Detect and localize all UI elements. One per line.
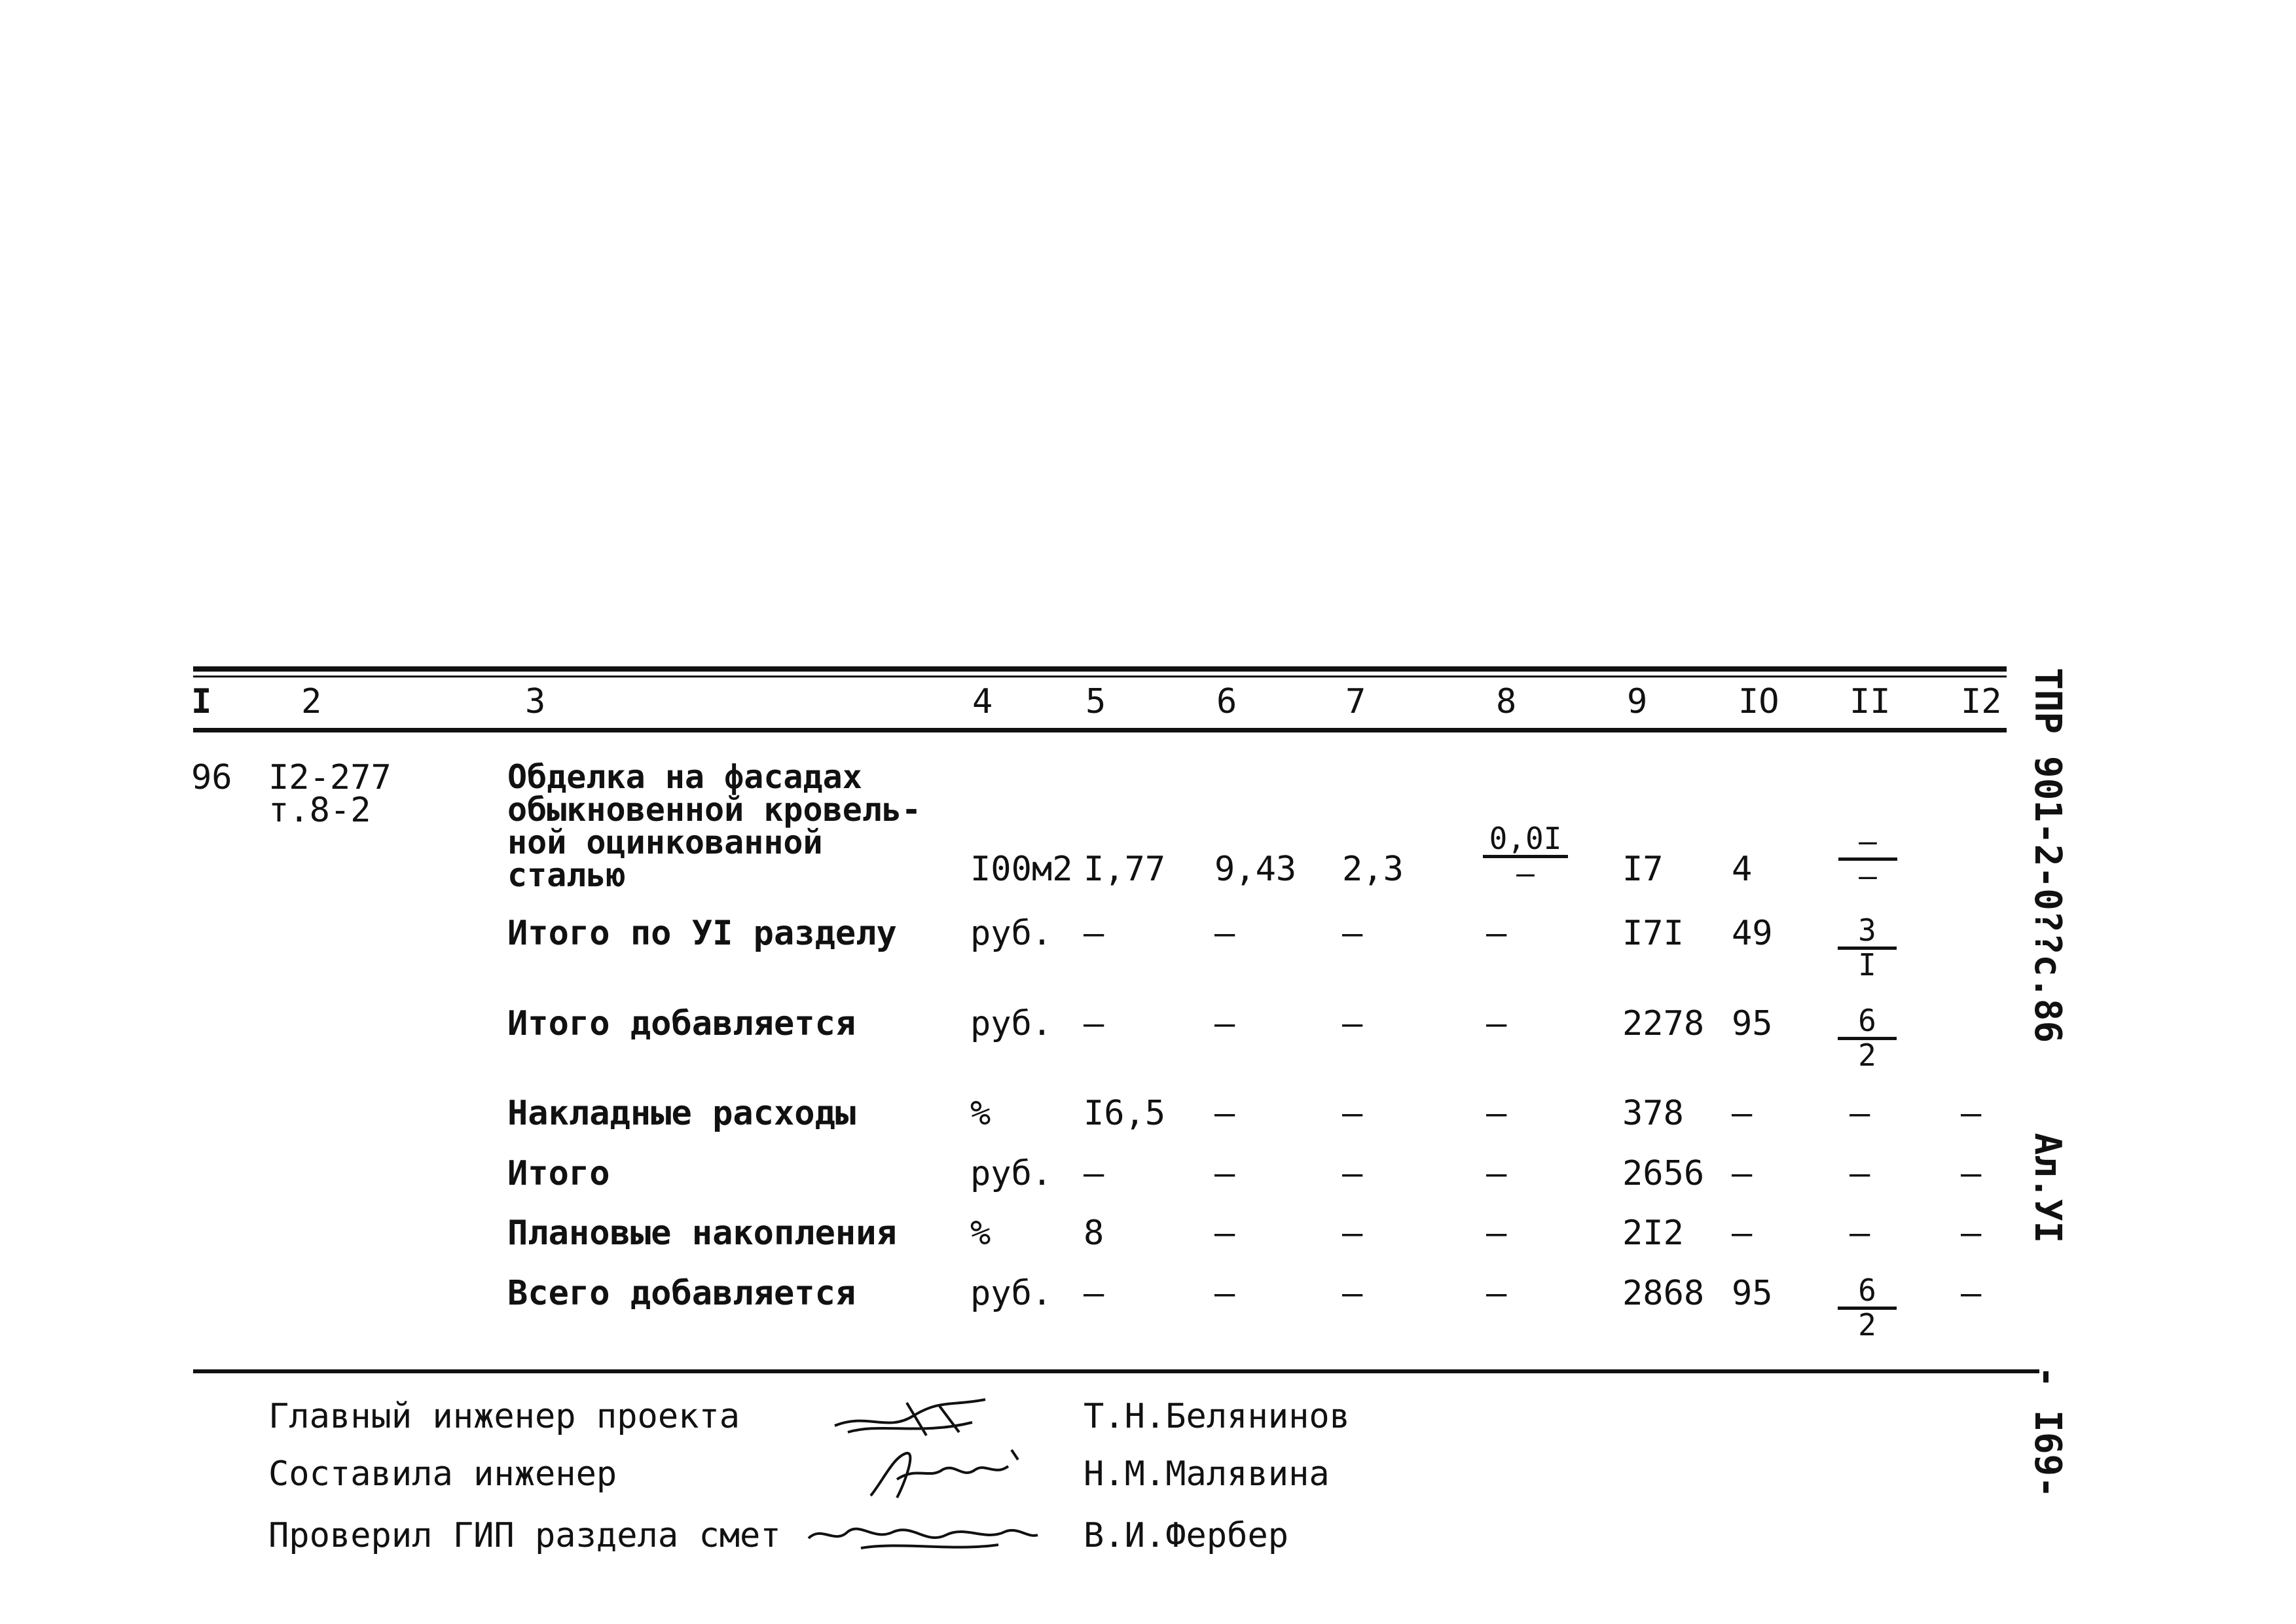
cell-c11-fraction-top: 3 [1838, 915, 1897, 950]
cell-c8: – [1486, 1274, 1507, 1313]
cell-c10: – [1732, 1094, 1753, 1133]
row-number: 96 [191, 758, 232, 797]
col-8-fraction-bottom: – [1516, 856, 1535, 891]
cell-c7: – [1342, 914, 1363, 953]
cell-c12: – [1961, 1094, 1982, 1133]
cell-c10: 95 [1732, 1274, 1773, 1313]
cell-c7: – [1342, 1274, 1363, 1313]
cell-c12: – [1961, 1214, 1982, 1253]
cell-c9: 2278 [1622, 1004, 1705, 1043]
cell-c11-fraction-bottom: 2 [1858, 1307, 1876, 1343]
side-stamp [2020, 668, 2111, 1498]
col-num-4: 4 [972, 682, 993, 721]
side-stamp-text [2026, 668, 2069, 1498]
cell-c5: – [1084, 914, 1104, 953]
table-top-rule-thin [193, 676, 2007, 677]
cell-c5: I6,5 [1084, 1094, 1166, 1133]
stamp-album: Ал.УI [2026, 1132, 2069, 1244]
cell-c5: – [1084, 1274, 1104, 1313]
cell-unit: % [970, 1214, 991, 1253]
cell-c11-fraction [1838, 912, 1897, 983]
work-description-line-3: ной оцинкованной [507, 823, 823, 861]
col-num-6: 6 [1216, 682, 1237, 721]
work-description-line-4: сталью [507, 856, 626, 894]
col-8-fraction [1483, 821, 1568, 891]
unit-cell: I00м2 [970, 850, 1073, 889]
cell-c9: 378 [1622, 1094, 1684, 1133]
col-10-cell: 4 [1732, 850, 1753, 889]
signature-image-engineer [858, 1440, 1028, 1506]
cell-c9: 2868 [1622, 1274, 1705, 1313]
col-11-fraction [1838, 823, 1897, 893]
cell-c8: – [1486, 1004, 1507, 1043]
col-num-9: 9 [1627, 682, 1648, 721]
cell-c11-fraction-bottom: I [1858, 947, 1876, 983]
col-num-12: I2 [1961, 682, 2002, 721]
header-bottom-rule [193, 728, 2007, 732]
row-label: Всего добавляется [507, 1274, 856, 1313]
cell-c11-fraction-bottom: 2 [1858, 1038, 1876, 1073]
col-7-cell: 2,3 [1342, 850, 1404, 889]
cell-c9: 2I2 [1622, 1214, 1684, 1253]
cell-c7: – [1342, 1214, 1363, 1253]
col-num-8: 8 [1496, 682, 1517, 721]
col-num-5: 5 [1085, 682, 1106, 721]
cell-c8: – [1486, 1214, 1507, 1253]
col-9-cell: I7 [1622, 850, 1664, 889]
col-num-11: II [1850, 682, 1891, 721]
cell-c10: 49 [1732, 914, 1773, 953]
stamp-doc-code: ТПР 901-2-0??с.86 [2026, 668, 2069, 1043]
cell-c5: – [1084, 1004, 1104, 1043]
signature-role-engineer: Составила инженер [268, 1454, 617, 1494]
cell-c12: – [1961, 1154, 1982, 1193]
col-num-10: IO [1738, 682, 1779, 721]
cell-c11-fraction [1838, 1272, 1897, 1343]
cell-c11-fraction [1838, 1003, 1897, 1073]
cell-c6: – [1214, 1094, 1235, 1133]
cell-c10: – [1732, 1214, 1753, 1253]
col-num-2: 2 [301, 682, 322, 721]
signature-name-chief-engineer: Т.Н.Белянинов [1084, 1397, 1350, 1436]
col-num-3: 3 [525, 682, 546, 721]
col-11-fraction-bottom: – [1859, 858, 1877, 893]
col-8-fraction-top: 0,0I [1483, 823, 1568, 858]
norm-code-line-2: т.8-2 [268, 791, 371, 830]
row-label: Итого [507, 1154, 610, 1193]
quantity-cell: I,77 [1084, 850, 1166, 889]
cell-c8: – [1486, 914, 1507, 953]
col-num-7: 7 [1345, 682, 1366, 721]
col-11-fraction-top: – [1838, 826, 1897, 861]
signature-image-reviewer [802, 1506, 1051, 1558]
norm-code-line-1: I2-277 [268, 758, 392, 797]
cell-c7: – [1342, 1094, 1363, 1133]
cell-unit: руб. [970, 914, 1053, 953]
cell-c10: 95 [1732, 1004, 1773, 1043]
col-num-1: I [191, 682, 212, 721]
cell-c7: – [1342, 1154, 1363, 1193]
cell-c5: – [1084, 1154, 1104, 1193]
cell-c6: – [1214, 914, 1235, 953]
cell-c12: – [1961, 1274, 1982, 1313]
signature-name-reviewer: В.И.Фербер [1084, 1516, 1289, 1555]
cell-c6: – [1214, 1004, 1235, 1043]
row-label: Итого по УI разделу [507, 914, 897, 953]
row-label: Итого добавляется [507, 1004, 856, 1043]
signature-role-reviewer: Проверил ГИП раздела смет [268, 1516, 781, 1555]
cell-c11-fraction-top: 6 [1838, 1275, 1897, 1310]
row-label: Накладные расходы [507, 1094, 856, 1133]
cell-unit: руб. [970, 1274, 1053, 1313]
work-description-line-1: Обделка на фасадах [507, 758, 862, 796]
cell-c10: – [1732, 1154, 1753, 1193]
cell-c9: I7I [1622, 914, 1684, 953]
signature-name-engineer: Н.М.Малявина [1084, 1454, 1330, 1494]
stamp-page: - I69- [2026, 1365, 2069, 1498]
cell-c11: – [1850, 1094, 1870, 1133]
cell-c9: 2656 [1622, 1154, 1705, 1193]
cell-c6: – [1214, 1274, 1235, 1313]
cell-c6: – [1214, 1214, 1235, 1253]
cell-unit: руб. [970, 1154, 1053, 1193]
cell-c5: 8 [1084, 1214, 1104, 1253]
cell-unit: % [970, 1094, 991, 1133]
cell-c7: – [1342, 1004, 1363, 1043]
cell-c11-fraction-top: 6 [1838, 1005, 1897, 1040]
row-label: Плановые накопления [507, 1214, 897, 1253]
cell-c6: – [1214, 1154, 1235, 1193]
signature-image-chief-engineer [828, 1386, 998, 1445]
cell-c8: – [1486, 1154, 1507, 1193]
cell-c11: – [1850, 1154, 1870, 1193]
table-bottom-rule [193, 1369, 2039, 1373]
signature-role-chief-engineer: Главный инженер проекта [268, 1397, 740, 1436]
cell-c8: – [1486, 1094, 1507, 1133]
col-6-cell: 9,43 [1214, 850, 1297, 889]
cell-unit: руб. [970, 1004, 1053, 1043]
cell-c11: – [1850, 1214, 1870, 1253]
work-description-line-2: обыкновенной кровель- [507, 791, 922, 829]
table-top-rule-thick [193, 666, 2007, 672]
